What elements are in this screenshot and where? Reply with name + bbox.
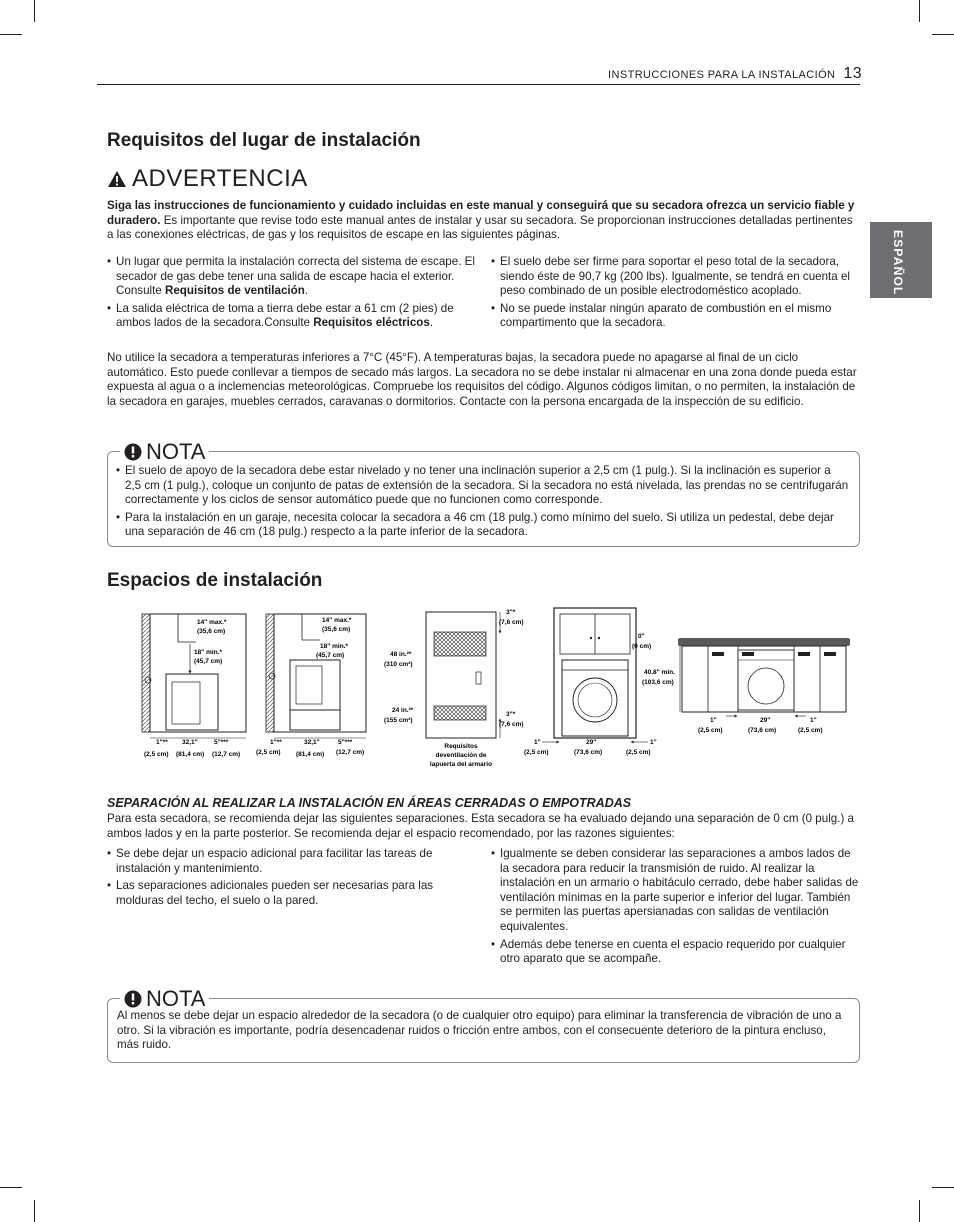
d5-zero-cm: (0 cm) [632,643,652,650]
d1-b1: 1"** [156,739,168,746]
d1-top-max: 14" max.* [197,619,227,626]
d2-b3cm: (12,7 cm) [336,749,365,756]
d5-b1cm: (2,5 cm) [698,727,723,734]
list-item [107,302,477,331]
note-label-text: NOTA [146,439,206,464]
d1-b3: 5"*** [214,739,229,746]
note-label-text: NOTA [146,986,206,1011]
diagram-closet-door-vents [384,609,524,768]
d2-min: 18" min.* [320,643,349,650]
warning-intro-bold: Siga las instrucciones de funcionamiento y cuidado incluidas en este manual y conseguirá que su secadora ofrezca un servicio fiable y duradero. [107,199,855,227]
note-box-2 [107,986,860,1063]
d5-h-cm: (103,6 cm) [642,679,674,686]
d3-v-top-cm: (310 cm²) [384,661,413,668]
section-title-spaces: Espacios de instalación [107,570,323,591]
language-tab-label: ESPAÑOL [891,230,905,296]
d2-top-max: 14" max.* [322,617,352,624]
list-item: • Igualmente se deben considerar las separaciones a ambos lados de la secadora para reducir la transmisión de ruido. Al realizar la instalación en un armario o habitáculo cerrado, debe haber salidas de ventilación mínimas en la parte superior e inferior del lugar. También se permiten las puertas apersianadas con salidas de ventilación equivalentes. [491,847,861,935]
list-item-end: . [429,316,434,330]
list-item: • Se debe dejar un espacio adicional para facilitar las tareas de instalación y mantenimiento. [107,847,477,876]
diagram-closet-side-1 [142,614,246,758]
crop-mark [0,34,22,35]
warning-heading [107,165,308,193]
subheading-enclosed: SEPARACIÓN AL REALIZAR LA INSTALACIÓN EN ÁREAS CERRADAS O EMPOTRADAS [107,796,632,810]
language-tab [870,222,932,298]
separation-paragraph: Para esta secadora, se recomienda dejar las siguientes separaciones. Esta secadora se ha evaluado dejando una separación de 0 cm (0 pulg.) a ambos lados y en la parte posterior. Se recomienda dejar el espacio recomendado, por las razones siguientes: [107,812,854,840]
d5-b3: 1" [810,717,817,724]
d3-caption-2: deventilación de [435,752,487,759]
d3-v-top: 48 in.²* [390,651,412,658]
d4-b1: 1" [534,739,541,746]
d2-b2: 32,1" [304,739,320,746]
note-box-1 [107,439,860,547]
d1-top-max-cm: (35,6 cm) [197,628,226,635]
list-item: • Además debe tenerse en cuenta el espacio requerido por cualquier otro aparato que se acompañe. [491,938,861,967]
note-1-list [116,464,850,543]
crop-mark [0,1187,22,1188]
d3-v-bot-cm: (155 cm²) [384,717,413,724]
temperature-paragraph: No utilice la secadora a temperaturas inferiores a 7°C (45°F). A temperaturas bajas, la secadora puede no apagarse al final de un ciclo automático. Esto puede conllevar a tiempos de secado más largos. La secadora no se debe instalar ni almacenar en una zona donde pueda estar expuesta al agua o a inclemencias meteorológicas. Compruebe los requisitos del código. Algunos códigos limitan, o no permiten, la instalación de la secadora en garajes, muebles cerrados, caravanas o dormitorios. Contacte con la persona encargada de la inspección de su edificio. [107,351,857,408]
d4-b2cm: (73,6 cm) [574,749,603,756]
list-item: • El suelo debe ser firme para soportar el peso total de la secadora, siendo éste de 90,7 kg (200 lbs). Igualmente, se tendrá en cuenta el peso combinado de un posible electrodoméstico acoplado. [491,255,859,299]
list-item-text: Un lugar que permita la instalación correcta del sistema de escape. El secador de gas debe tener una salida de escape hacia el exterior. Consulte [116,255,475,298]
list-item-text: La salida eléctrica de toma a tierra debe estar a 61 cm (2 pies) de ambos lados de la secadora.Consulte [116,301,454,330]
d2-top-max-cm: (35,6 cm) [322,626,351,633]
d5-h: 40.8" min. [644,669,675,676]
d1-b1cm: (2,5 cm) [144,751,169,758]
installation-diagrams [130,602,860,792]
separation-right-list [491,847,861,970]
list-item: • Para la instalación en un garaje, necesita colocar la secadora a 46 cm (18 pulg.) como mínimo del suelo. Si utiliza un pedestal, debe dejar una separación de 46 cm (18 pulg.) respecto a la parte inferior de la secadora. [116,511,850,540]
d2-b3: 5"*** [338,739,353,746]
d5-b2: 29" [760,717,771,724]
d3-gap-bot: 3"* [506,711,516,718]
d3-caption-3: lapuerta del armario [429,761,493,768]
section-title-requirements: Requisitos del lugar de instalación [107,130,421,151]
list-item-bold: Requisitos de ventilación [164,284,305,298]
crop-mark [919,1200,920,1222]
diagram-closet-side-2 [256,614,366,758]
diagram-closet-front [524,608,657,756]
warning-triangle-icon [107,170,127,188]
list-item: • El suelo de apoyo de la secadora debe estar nivelado y no tener una inclinación superior a 2,5 cm (1 pulg.). Si la inclinación es superior a 2,5 cm (1 pulg.), coloque un conjunto de patas de extensión de la secadora. Si la secadora no está nivelada, las prendas no se centrifugarán correctamente y los ciclos de sensor automático puede que no funcionen como corresponde. [116,464,850,508]
header-rule [97,84,860,85]
d5-b2cm: (73,6 cm) [748,727,777,734]
note-label-1 [120,439,209,465]
diagram-undercounter [632,633,850,734]
d1-min: 18" min.* [194,649,223,656]
running-title: INSTRUCCIONES PARA LA INSTALACIÓN [608,69,836,81]
crop-mark [919,0,920,22]
crop-mark [932,34,954,35]
d5-b3cm: (2,5 cm) [798,727,823,734]
d2-b1cm: (2,5 cm) [256,749,281,756]
exclamation-icon [124,443,142,461]
d1-b3cm: (12,7 cm) [212,751,241,758]
warning-intro [107,199,859,243]
warning-label: ADVERTENCIA [132,165,308,192]
list-item: • Las separaciones adicionales pueden ser necesarias para las molduras del techo, el suelo o la pared. [107,879,477,908]
list-item: • No se puede instalar ningún aparato de combustión en el mismo compartimento que la secadora. [491,302,859,331]
requirements-right-list [491,255,859,334]
d4-b3: 1" [650,739,657,746]
exclamation-icon [124,990,142,1008]
list-item [107,255,477,299]
crop-mark [34,1200,35,1222]
crop-mark [34,0,35,22]
crop-mark [932,1187,954,1188]
running-header [540,65,862,83]
requirements-left-list [107,255,477,334]
d3-gap-top-cm: (7,6 cm) [499,619,524,626]
d3-gap-bot-cm: (7,6 cm) [499,721,524,728]
note-2-text: Al menos se debe dejar un espacio alrededor de la secadora (o de cualquier otro equipo) para eliminar la transferencia de vibración de uno a otro. Si la vibración es importante, podría desencadenar ruidos o fricción entre ambos, con el consecuente deterioro de la pintura encluso, más ruido. [117,1009,842,1052]
d5-zero: 0" [638,633,645,640]
d4-b3cm: (2,5 cm) [626,749,651,756]
d1-b2: 32,1" [182,739,198,746]
d1-b2cm: (81,4 cm) [176,751,205,758]
d3-v-bot: 24 in.²* [392,707,414,714]
warning-intro-rest: Es importante que revise todo este manual antes de instalar y usar su secadora. Se proporcionan instrucciones detalladas pertinentes a las conexiones eléctricas, de gas y los requisitos de escape en las siguientes páginas. [107,213,853,242]
d4-b1cm: (2,5 cm) [524,749,549,756]
d2-min-cm: (45,7 cm) [316,652,345,659]
list-item-bold: Requisitos eléctricos [313,316,430,330]
d3-caption-1: Requisitos [444,743,478,750]
separation-left-list [107,847,477,911]
d3-gap-top: 3"* [506,609,516,616]
d2-b1: 1"** [270,739,282,746]
list-item-end: . [304,284,309,298]
page-number: 13 [843,65,862,82]
d2-b2cm: (81,4 cm) [296,751,325,758]
d5-b1: 1" [710,717,717,724]
d4-b2: 29" [586,739,597,746]
d1-min-cm: (45,7 cm) [194,658,223,665]
